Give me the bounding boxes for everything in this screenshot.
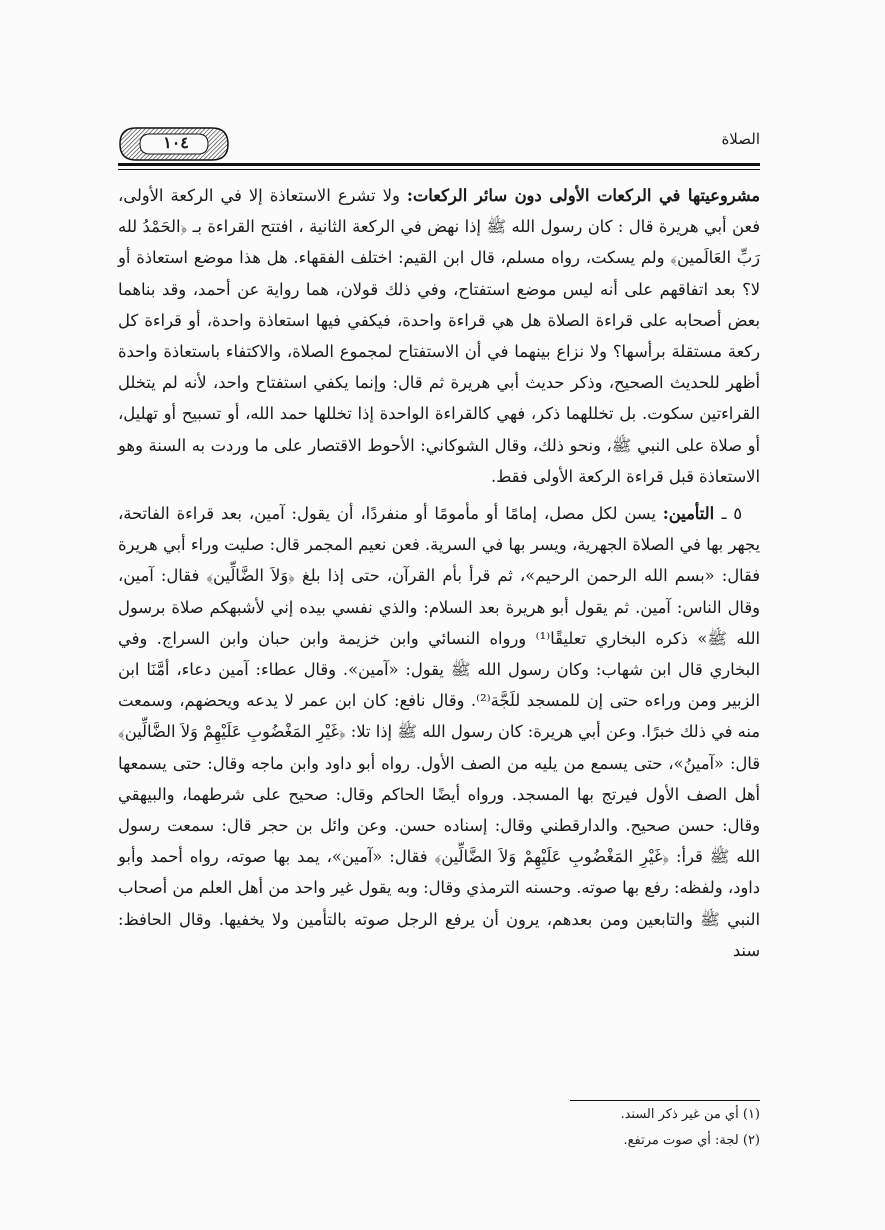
header-rule-thin	[118, 169, 760, 170]
header-rule	[118, 163, 760, 166]
page-number-ornament	[118, 126, 230, 162]
paragraph-text: يسن لكل مصل، إمامًا أو مأمومًا أو منفردًا، أن يقول: آمين، بعد قراءة الفاتحة، يجهر بها في الصلاة الجهرية، ويسر بها في السرية. فعن نعيم المجمر قال: صليت وراء أبي هريرة فقال: «بسم الله الرحمن الرحيم»، ثم قرأ بأم القرآن، حتى إذا بلغ ﴿وَلاَ الضَّالِّين﴾ فقال: آمين، وقال الناس: آمين. ثم يقول أبو هريرة بعد السلام: والذي نفسي بيده إني لأشبهكم صلاة برسول الله ﷺ» ذكره البخاري تعليقًا⁽¹⁾ ورواه النسائي وابن خزيمة وابن حبان وابن السراج. وفي البخاري قال ابن شهاب: وكان رسول الله ﷺ يقول: «آمين». وقال عطاء: آمين دعاء، أمَّنَا ابن الزبير ومن وراءه حتى إن للمسجد للَجَّة⁽²⁾. وقال نافع: كان ابن عمر لا يدعه ويحضهم، وسمعت منه في ذلك خبرًا. وعن أبي هريرة: كان رسول الله ﷺ إذا تلا: ﴿غَيْرِ المَغْضُوبِ عَلَيْهِمْ وَلاَ الضَّالِّين﴾ قال: «آمينُ»، حتى يسمع من يليه من الصف الأول. رواه أبو داود وابن ماجه وقال: حتى يسمعها أهل الصف الأول فيرتج بها المسجد. ورواه أيضًا الحاكم وقال: صحيح على شرطهما، والبيهقي وقال: حسن صحيح. والدارقطني وقال: إسناده حسن. وعن وائل بن حجر قال: سمعت رسول الله ﷺ قرأ: ﴿غَيْرِ المَغْضُوبِ عَلَيْهِمْ وَلاَ الضَّالِّين﴾ فقال: «آمين»، يمد بها صوته، رواه أحمد وأبو داود، ولفظه: رفع بها صوته. وحسنه الترمذي وقال: وبه يقول غير واحد من أهل العلم من أصحاب النبي ﷺ والتابعين ومن بعدهم، يرون أن يرفع الرجل صوته بالتأمين ولا يخفيها. وقال الحافظ: سند	[118, 504, 761, 960]
footnote: (١) أي من غير ذكر السند.	[620, 1107, 760, 1122]
chapter-title: الصلاة	[721, 130, 760, 148]
footnote-separator	[570, 1100, 760, 1101]
paragraph-number: ٥ ـ	[721, 504, 742, 524]
page-number: ١٠٤	[163, 133, 189, 152]
paragraph-lead: مشروعيتها في الركعات الأولى دون سائر الركعات:	[406, 186, 760, 205]
paragraph-lead: التأمين:	[662, 504, 722, 524]
main-text	[118, 180, 760, 966]
paragraph	[118, 180, 760, 492]
footnote: (٢) لجة: أي صوت مرتفع.	[623, 1133, 760, 1148]
footnotes	[480, 1102, 760, 1154]
paragraph	[118, 498, 760, 966]
paragraph-text: ولا تشرع الاستعاذة إلا في الركعة الأولى، فعن أبي هريرة قال : كان رسول الله ﷺ إذا نهض في الركعة الثانية ، افتتح القراءة بـ ﴿الحَمْدُ لله رَبِّ العَالَمين﴾ ولم يسكت، رواه مسلم، قال ابن القيم: اختلف الفقهاء. هل هذا موضع استعاذة أو لا؟ بعد اتفاقهم على أنه ليس موضع استفتاح، وفي ذلك قولان، هما رواية عن أحمد، وقد بناهما بعض أصحابه على قراءة الصلاة هل هي قراءة واحدة، فيكفي فيها استعاذة واحدة، أو قراءة كل ركعة مستقلة برأسها؟ ولا نزاع بينهما في أن الاستفتاح لمجموع الصلاة، والاكتفاء باستعاذة واحدة أظهر للحديث الصحيح، وذكر حديث أبي هريرة ثم قال: وإنما يكفي استفتاح واحد، لأنه لم يتخلل القراءتين سكوت. بل تخللهما ذكر، فهي كالقراءة الواحدة إذا تخللها حمد الله، أو تسبيح أو تهليل، أو صلاة على النبي ﷺ، ونحو ذلك، وقال الشوكاني: الأحوط الاقتصار على ما وردت به السنة وهو الاستعاذة قبل قراءة الركعة الأولى فقط.	[118, 186, 760, 486]
running-header	[118, 126, 760, 176]
